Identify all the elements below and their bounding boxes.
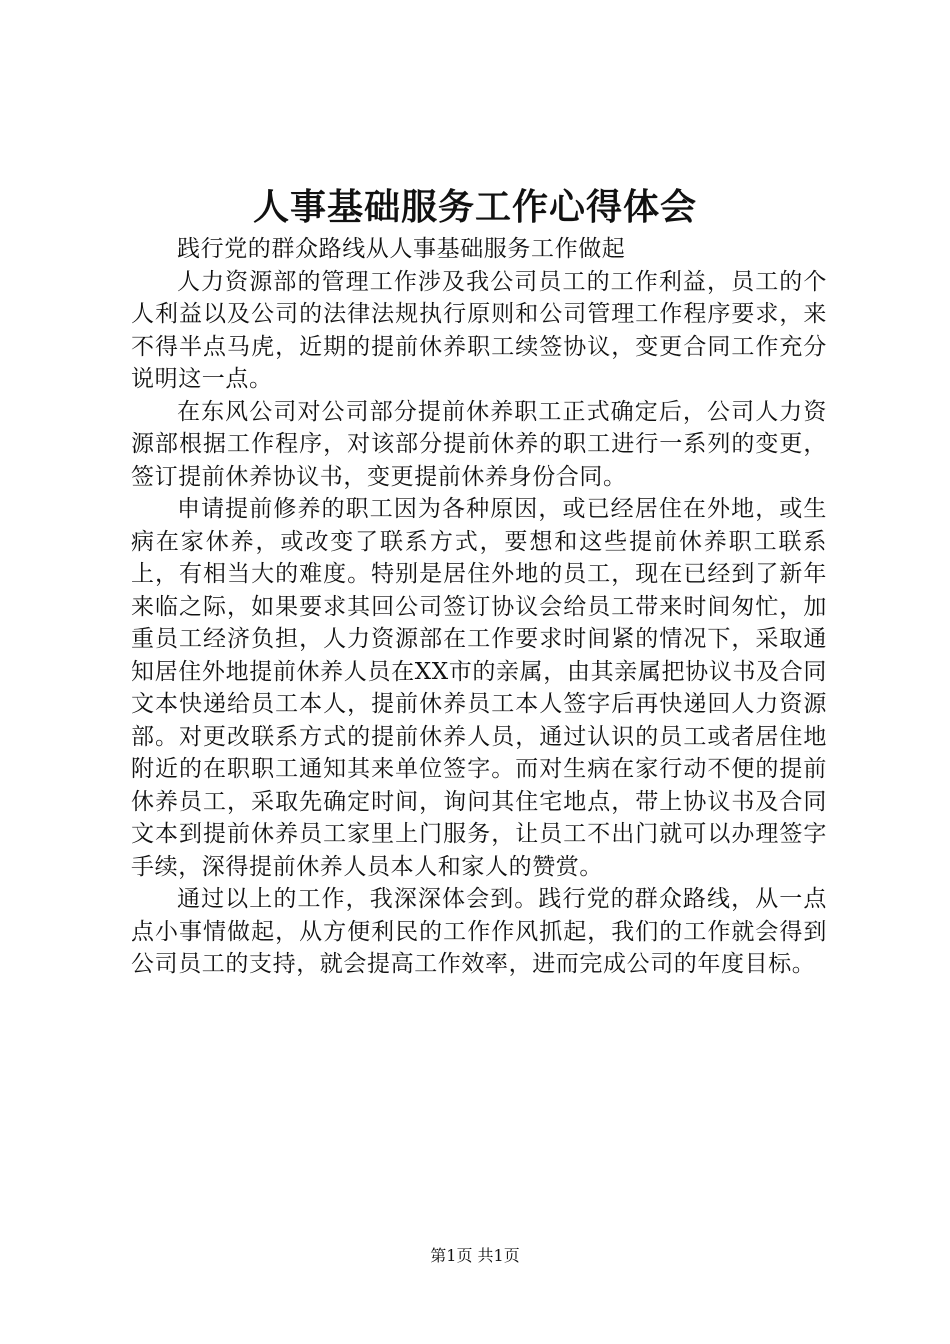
page-footer: 第1页 共1页	[430, 1246, 520, 1265]
document-title: 人事基础服务工作心得体会	[252, 186, 697, 228]
subtitle-paragraph: 践行党的群众路线从人事基础服务工作做起	[177, 236, 626, 262]
body-paragraph: 申请提前修养的职工因为各种原因，或已经居住在外地，或生病在家休养，或改变了联系方式，要想和这些提前休养职工联系上，有相当大的难度。特别是居住外地的员工，现在已经到了新年来临之际，如果要求其回公司签订协议会给员工带来时间匆忙，加重员工经济负担，人力资源部在工作要求时间紧的情况下，采取通知居住外地提前休养人员在XX市的亲属，由其亲属把协议书及合同文本快递给员工本人，提前休养员工本人签字后再快递回人力资源部。对更改联系方式的提前休养人员，通过认识的员工或者居住地附近的在职职工通知其来单位签字。而对生病在家行动不便的提前休养员工，采取先确定时间，询问其住宅地点，带上协议书及合同文本到提前休养员工家里上门服务，让员工不出门就可以办理签字手续，深得提前休养人员本人和家人的赞赏。	[131, 496, 827, 880]
body-paragraph: 通过以上的工作，我深深体会到。践行党的群众路线，从一点点小事情做起，从方便利民的工作作风抓起，我们的工作就会得到公司员工的支持，就会提高工作效率，进而完成公司的年度目标。	[131, 886, 827, 977]
body-paragraph: 人力资源部的管理工作涉及我公司员工的工作利益，员工的个人利益以及公司的法律法规执行原则和公司管理工作程序要求，来不得半点马虎，近期的提前休养职工续签协议，变更合同工作充分说明这一点。	[131, 268, 827, 392]
body-paragraph: 在东风公司对公司部分提前休养职工正式确定后，公司人力资源部根据工作程序，对该部分提前休养的职工进行一系列的变更，签订提前休养协议书，变更提前休养身份合同。	[131, 398, 827, 490]
document-body	[131, 233, 827, 981]
